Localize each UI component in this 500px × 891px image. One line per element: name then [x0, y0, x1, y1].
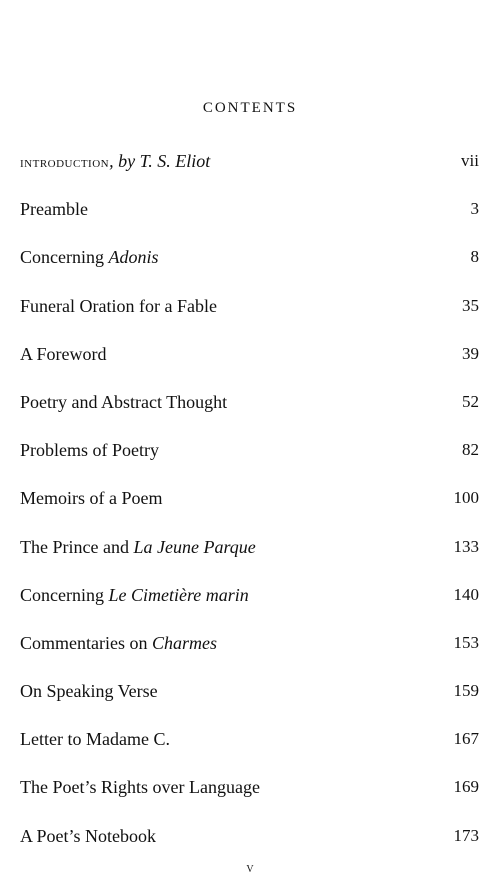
contents-heading: CONTENTS — [202, 100, 298, 116]
toc-entry — [20, 391, 479, 439]
introduction-label: introduction — [20, 155, 110, 171]
toc-entry-page: 39 — [462, 343, 479, 363]
toc-entry-title: The Poet’s Rights over Language — [20, 777, 260, 798]
toc-entry-title: A Foreword — [20, 343, 107, 364]
toc-entry-introduction — [20, 150, 479, 198]
toc-entry-title — [20, 150, 210, 174]
page-number: v — [246, 861, 254, 876]
toc-entry-page: vii — [461, 151, 479, 170]
toc-entry — [20, 246, 479, 294]
toc-entry-page: 169 — [453, 777, 479, 797]
toc-entry — [20, 680, 479, 728]
toc-entry — [20, 728, 479, 776]
toc-entry-page: 133 — [453, 536, 479, 556]
toc-entry — [20, 343, 479, 391]
toc-entry-title: On Speaking Verse — [20, 681, 158, 702]
toc-entry-page: 159 — [453, 681, 479, 701]
toc-entry — [20, 776, 479, 824]
toc-entry — [20, 295, 479, 343]
toc-entry-page: 8 — [470, 247, 479, 267]
toc-entry-title: Concerning Adonis — [20, 247, 159, 268]
toc-entry-page: 167 — [453, 729, 479, 749]
toc-entry-title: The Prince and La Jeune Parque — [20, 536, 256, 557]
toc-entry — [20, 487, 479, 535]
toc-entry-title: Concerning Le Cimetière marin — [20, 584, 249, 605]
toc-entry-title: Poetry and Abstract Thought — [20, 391, 228, 412]
toc-entry-page: 35 — [462, 295, 479, 315]
introduction-byline: , by T. S. Eliot — [109, 151, 211, 171]
table-of-contents — [20, 150, 479, 873]
toc-entry — [20, 584, 479, 632]
toc-entry-title: Funeral Oration for a Fable — [20, 295, 217, 316]
toc-entry-page: 82 — [462, 440, 479, 460]
toc-entry — [20, 198, 479, 246]
toc-entry-title: Letter to Madame C. — [20, 729, 170, 750]
toc-entry — [20, 536, 479, 584]
toc-entry-page: 3 — [470, 199, 479, 219]
toc-entry-page: 52 — [462, 391, 479, 411]
toc-entry-page: 100 — [453, 488, 479, 508]
toc-entry-title: Commentaries on Charmes — [20, 632, 217, 653]
toc-entry-page: 173 — [453, 825, 479, 845]
toc-entry-title: Problems of Poetry — [20, 440, 159, 461]
toc-entry-page: 153 — [453, 632, 479, 652]
toc-entry — [20, 632, 479, 680]
toc-entry-page: 140 — [453, 584, 479, 604]
toc-entry-title: Preamble — [20, 199, 88, 220]
toc-entry-title: Memoirs of a Poem — [20, 488, 163, 509]
toc-entry-title: A Poet’s Notebook — [20, 825, 157, 846]
toc-entry — [20, 439, 479, 487]
